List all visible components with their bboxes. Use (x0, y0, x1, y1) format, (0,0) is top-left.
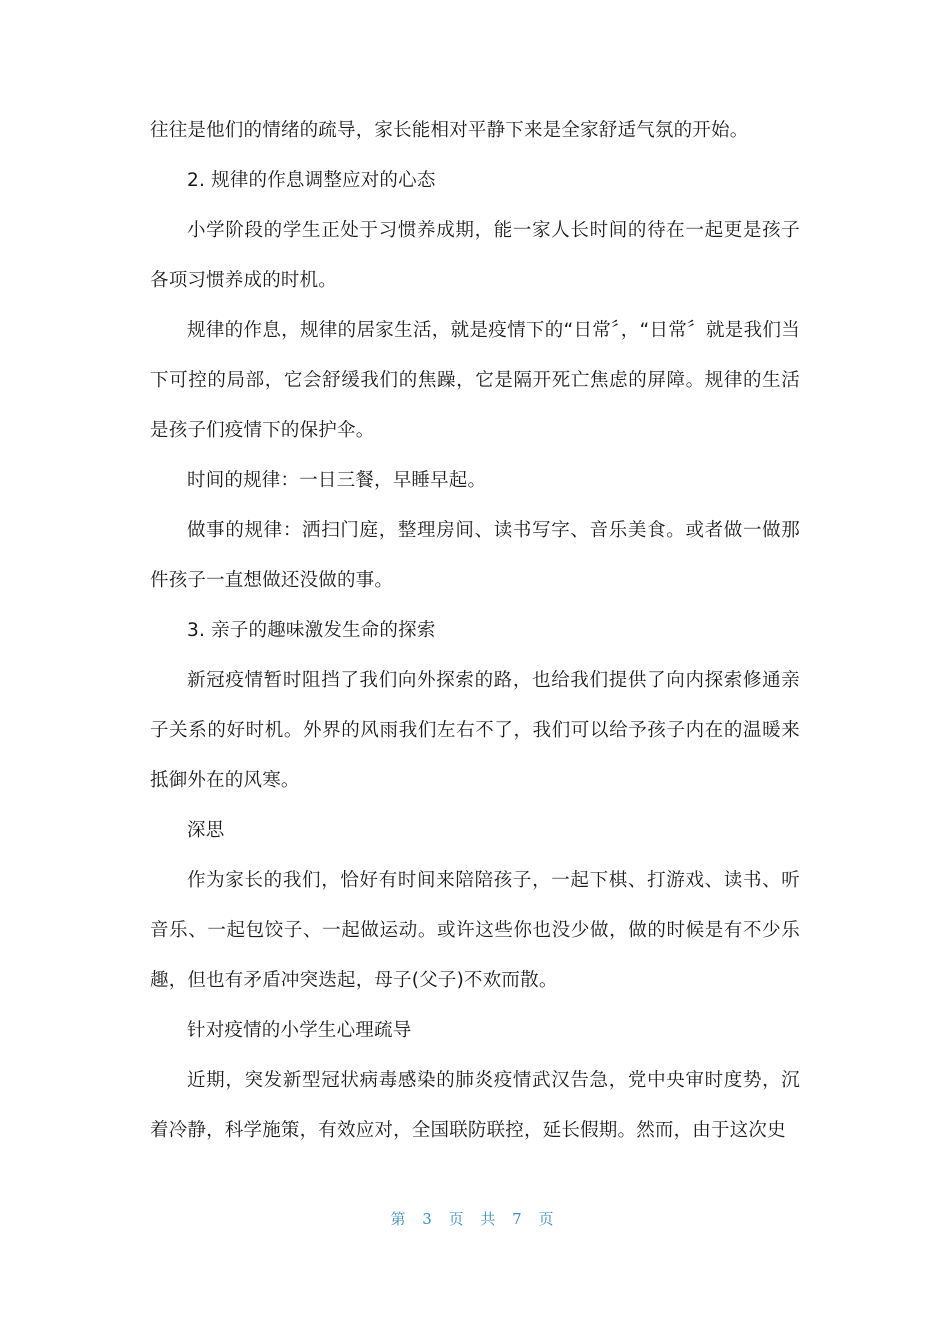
section-heading-2: 2. 规律的作息调整应对的心态 (187, 170, 436, 191)
subheading-deep-thought: 深思 (187, 820, 225, 841)
paragraph-1: 往往是他们的情绪的疏导，家长能相对平静下来是全家舒适气氛的开始。 (150, 120, 749, 141)
paragraph-8: 新冠疫情暂时阻挡了我们向外探索的路，也给我们提供了向内探索修通亲子关系的好时机。外界的风雨我们左右不了，我们可以给予孩子内在的温暖来抵御外在的风寒。 (150, 670, 800, 791)
paragraph-5: 时间的规律：一日三餐，早睡早起。 (187, 470, 487, 491)
subheading-psych-guidance: 针对疫情的小学生心理疏导 (187, 1020, 412, 1041)
paragraph-3: 小学阶段的学生正处于习惯养成期，能一家人长时间的待在一起更是孩子各项习惯养成的时机。 (150, 220, 800, 291)
section-heading-3: 3. 亲子的趣味激发生命的探索 (187, 620, 436, 641)
paragraph-10: 作为家长的我们，恰好有时间来陪陪孩子，一起下棋、打游戏、读书、听音乐、一起包饺子、一起做运动。或许这些你也没少做，做的时候是有不少乐趣，但也有矛盾冲突迭起，母子(父子)不欢而散。 (150, 870, 800, 991)
paragraph-6: 做事的规律：洒扫门庭，整理房间、读书写字、音乐美食。或者做一做那件孩子一直想做还没做的事。 (150, 520, 800, 591)
paragraph-4: 规律的作息，规律的居家生活，就是疫情下的“日常〞，“日常〞就是我们当下可控的局部，它会舒缓我们的焦躁，它是隔开死亡焦虑的屏障。规律的生活是孩子们疫情下的保护伞。 (150, 320, 800, 441)
paragraph-12: 近期，突发新型冠状病毒感染的肺炎疫情武汉告急，党中央审时度势，沉着冷静，科学施策，有效应对，全国联防联控，延长假期。然而，由于这次史 (150, 1070, 800, 1141)
document-body (150, 106, 800, 1156)
page-number-footer: 第 3 页 共 7 页 (390, 1210, 560, 1228)
